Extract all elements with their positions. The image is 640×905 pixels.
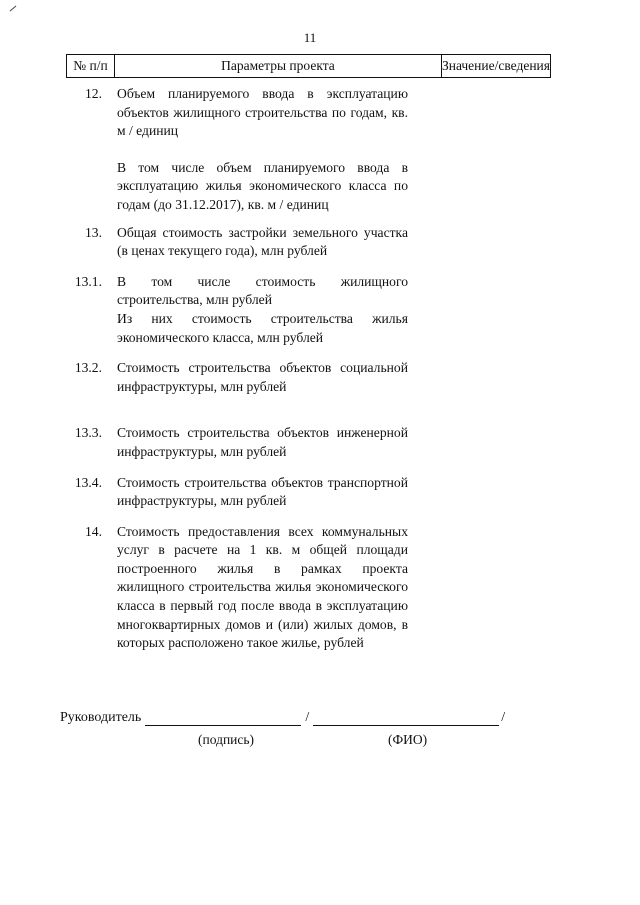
table-row — [66, 474, 416, 511]
row-paragraph: Стоимость строительства объектов инженерной инфраструктуры, млн рублей — [117, 425, 408, 459]
table-row — [66, 359, 416, 396]
row-paragraph: Стоимость строительства объектов социальной инфраструктуры, млн рублей — [117, 360, 408, 394]
row-text — [117, 224, 408, 261]
header-params: Параметры проекта — [115, 55, 442, 77]
row-text — [117, 273, 408, 347]
caption-signature: (подпись) — [198, 732, 255, 747]
row-text — [117, 424, 408, 461]
signature-separator: / — [305, 710, 310, 725]
row-number: 13.3. — [74, 425, 102, 441]
row-number: 13.1. — [74, 273, 102, 289]
table-row — [66, 424, 416, 461]
header-num: № п/п — [67, 55, 115, 77]
row-text — [117, 474, 408, 511]
signature-line — [60, 710, 530, 726]
row-paragraph: Из них стоимость строительства жилья экономического класса, млн рублей — [117, 310, 408, 345]
row-text — [117, 523, 408, 653]
page-number: 11 — [303, 30, 317, 45]
name-field[interactable] — [313, 711, 499, 726]
row-number: 13.4. — [74, 474, 102, 490]
row-number: 14. — [85, 523, 102, 539]
table-row — [66, 273, 416, 347]
row-number: 12. — [85, 86, 102, 101]
row-text — [117, 359, 408, 396]
row-paragraph: Общая стоимость застройки земельного участка (в ценах текущего года), млн рублей — [117, 224, 408, 259]
row-text — [117, 85, 408, 215]
row-paragraph: В том числе стоимость жилищного строительства, млн рублей — [117, 273, 408, 308]
row-paragraph: Объем планируемого ввода в эксплуатацию объектов жилищного строительства по годам, кв. м / единиц — [117, 86, 408, 139]
row-paragraph: В том числе объем планируемого ввода в эксплуатацию жилья экономического класса по годам (до 31.12.2017), кв. м / единиц — [117, 159, 408, 212]
table-row — [66, 85, 416, 215]
row-paragraph: Стоимость строительства объектов транспортной инфраструктуры, млн рублей — [117, 474, 408, 509]
row-number: 13. — [85, 224, 102, 240]
parameter-list — [66, 85, 416, 653]
caption-name: (ФИО) — [388, 732, 428, 747]
signature-block — [60, 710, 530, 752]
table-header — [66, 54, 551, 78]
corner-mark — [10, 6, 17, 12]
row-number: 13.2. — [74, 360, 102, 376]
signature-separator-end: / — [501, 710, 506, 725]
row-paragraph: Стоимость предоставления всех коммунальных услуг в расчете на 1 кв. м общей площади построенного жилья в рамках проекта жилищного строительства жилья экономического класса в первый год после ввода в эксплуатацию многоквартирных домов и (или) жилых домов, в которых расположено такое жилье, рублей — [117, 523, 408, 651]
signature-label: Руководитель — [60, 710, 142, 725]
table-row — [66, 523, 416, 653]
signature-captions — [60, 732, 530, 752]
header-value: Значение/сведения — [441, 58, 550, 73]
signature-field[interactable] — [145, 711, 301, 726]
table-row — [66, 224, 416, 261]
